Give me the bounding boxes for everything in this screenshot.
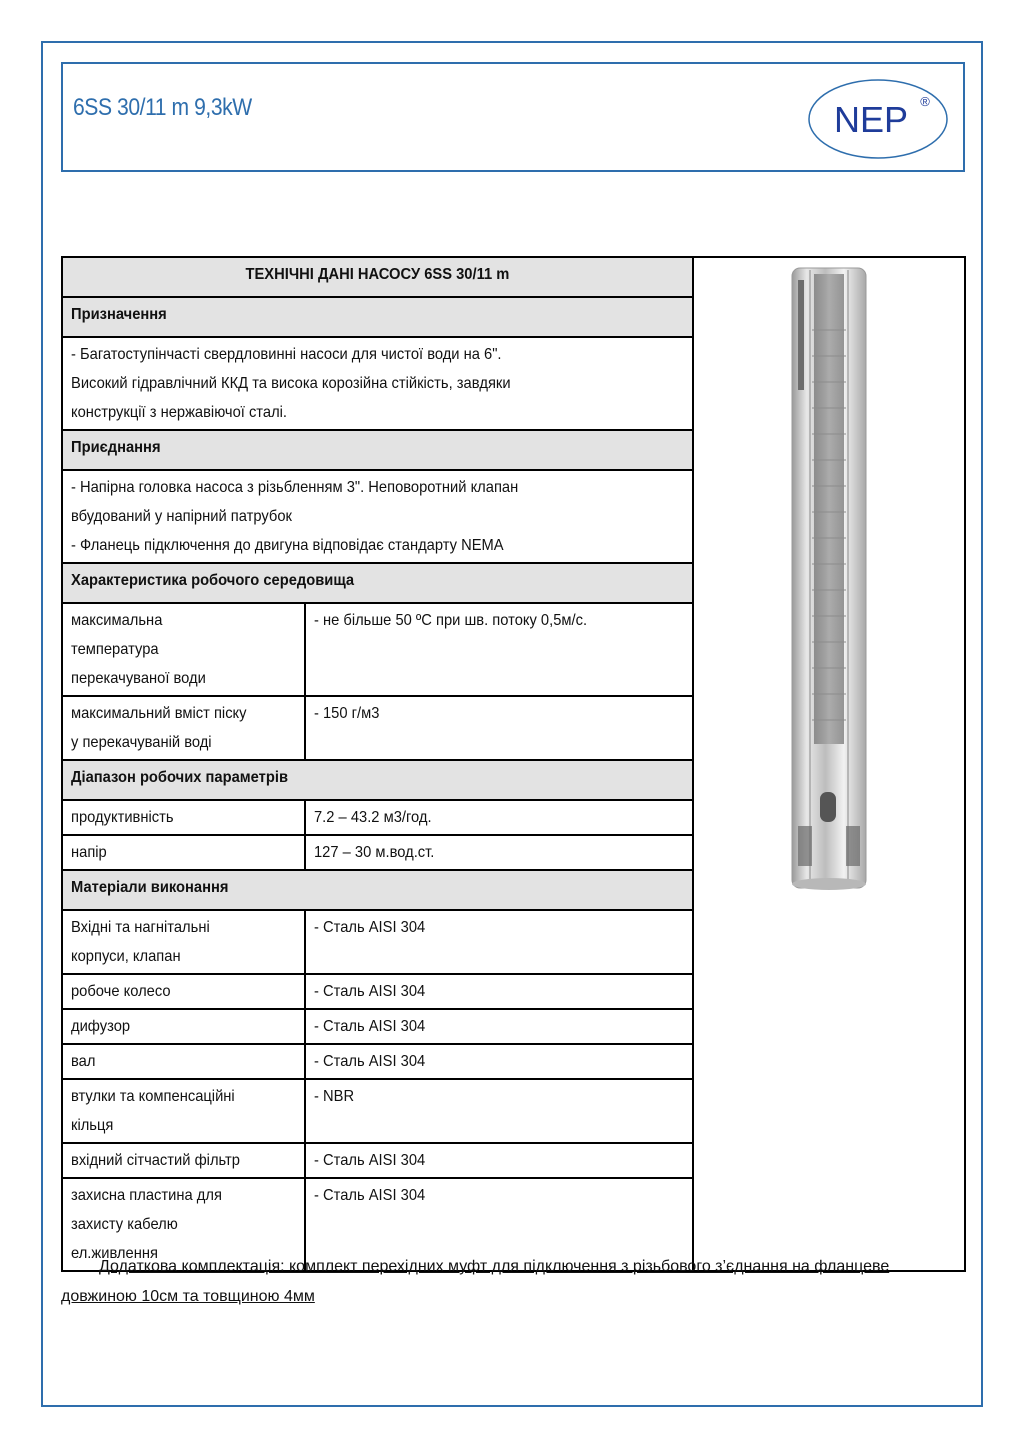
materials-key: [62, 1044, 305, 1079]
medium-value: [305, 603, 693, 696]
key-line: максимальна: [71, 612, 163, 629]
purpose-line: конструкції з нержавіючої сталі.: [71, 404, 288, 421]
connection-heading: [62, 430, 693, 470]
nep-logo: [807, 78, 949, 160]
value-text: 127 – 30 м.вод.ст.: [313, 844, 435, 861]
connection-line: - Фланець підключення до двигуна відповідає стандарту NEMA: [71, 537, 504, 554]
registered-mark: ®: [920, 94, 930, 109]
pump-photo: [784, 260, 874, 900]
logo-text: NEP: [833, 99, 909, 140]
key-line: вхідний сітчастий фільтр: [71, 1152, 240, 1169]
materials-value: [305, 974, 693, 1009]
materials-heading-text: Матеріали виконання: [71, 879, 229, 896]
value-text: - Сталь AISI 304: [313, 1152, 426, 1169]
materials-value: [305, 1044, 693, 1079]
key-line: вал: [71, 1053, 96, 1070]
key-line: дифузор: [71, 1018, 131, 1035]
key-line: максимальний вміст піску: [71, 705, 247, 722]
medium-key: [62, 696, 305, 760]
key-line: втулки та компенсаційні: [71, 1088, 235, 1105]
table-title-row: [62, 257, 965, 297]
materials-value: [305, 1143, 693, 1178]
connection-heading-text: Приєднання: [71, 439, 161, 456]
range-key: [62, 835, 305, 870]
medium-value: [305, 696, 693, 760]
medium-heading-text: Характеристика робочого середовища: [71, 572, 355, 589]
materials-key: [62, 1009, 305, 1044]
medium-key: [62, 603, 305, 696]
value-text: - Сталь AISI 304: [313, 1187, 426, 1204]
range-value: [305, 835, 693, 870]
value-text: - Сталь AISI 304: [313, 983, 426, 1000]
key-line: температура: [71, 641, 159, 658]
connection-description: [62, 470, 693, 563]
key-line: у перекачуваній воді: [71, 734, 212, 751]
materials-value: [305, 910, 693, 974]
materials-key: [62, 1143, 305, 1178]
value-text: - NBR: [313, 1088, 354, 1105]
value-text: - Сталь AISI 304: [313, 1018, 426, 1035]
key-line: захисту кабелю: [71, 1216, 178, 1233]
connection-line: вбудований у напірний патрубок: [71, 508, 292, 525]
range-heading: [62, 760, 693, 800]
value-text: 7.2 – 43.2 м3/год.: [313, 809, 432, 826]
materials-value: [305, 1009, 693, 1044]
range-heading-text: Діапазон робочих параметрів: [71, 769, 288, 786]
purpose-description: [62, 337, 693, 430]
key-line: напір: [71, 844, 107, 861]
table-title: [62, 257, 693, 297]
range-key: [62, 800, 305, 835]
materials-key: [62, 1079, 305, 1143]
pump-image-cell: [693, 257, 965, 1271]
materials-key: [62, 974, 305, 1009]
key-line: ел.живлення: [71, 1245, 158, 1262]
range-value: [305, 800, 693, 835]
materials-key: [62, 910, 305, 974]
materials-value: [305, 1079, 693, 1143]
header-box: [61, 62, 965, 172]
additional-equipment-note: Додаткова комплектація: комплект перехідних муфт для підключення з різьбового з’єднання на фланцеве довжиною 10см та товщиною 4мм: [61, 1258, 890, 1305]
key-line: продуктивність: [71, 809, 174, 826]
value-text: - Сталь AISI 304: [313, 919, 426, 936]
materials-heading: [62, 870, 693, 910]
purpose-line: - Багатоступінчасті свердловинні насоси для чистої води на 6".: [71, 346, 502, 363]
value-text: - 150 г/м3: [313, 705, 380, 722]
key-line: кільця: [71, 1117, 114, 1134]
key-line: перекачуваної води: [71, 670, 206, 687]
medium-heading: [62, 563, 693, 603]
key-line: захисна пластина для: [71, 1187, 222, 1204]
purpose-line: Високий гідравлічний ККД та висока корозійна стійкість, завдяки: [71, 375, 511, 392]
purpose-heading-text: Призначення: [71, 306, 167, 323]
table-title-text: ТЕХНІЧНІ ДАНІ НАСОСУ 6SS 30/11 m: [245, 266, 510, 283]
key-line: робоче колесо: [71, 983, 171, 1000]
purpose-heading: [62, 297, 693, 337]
key-line: корпуси, клапан: [71, 948, 181, 965]
page-title: 6SS 30/11 m 9,3kW: [73, 94, 252, 121]
value-text: - Сталь AISI 304: [313, 1053, 426, 1070]
spec-table: [61, 256, 966, 1272]
connection-line: - Напірна головка насоса з різьбленням 3". Неповоротний клапан: [71, 479, 519, 496]
value-text: - не більше 50 ºС при шв. потоку 0,5м/с.: [313, 612, 587, 629]
key-line: Вхідні та нагнітальні: [71, 919, 210, 936]
